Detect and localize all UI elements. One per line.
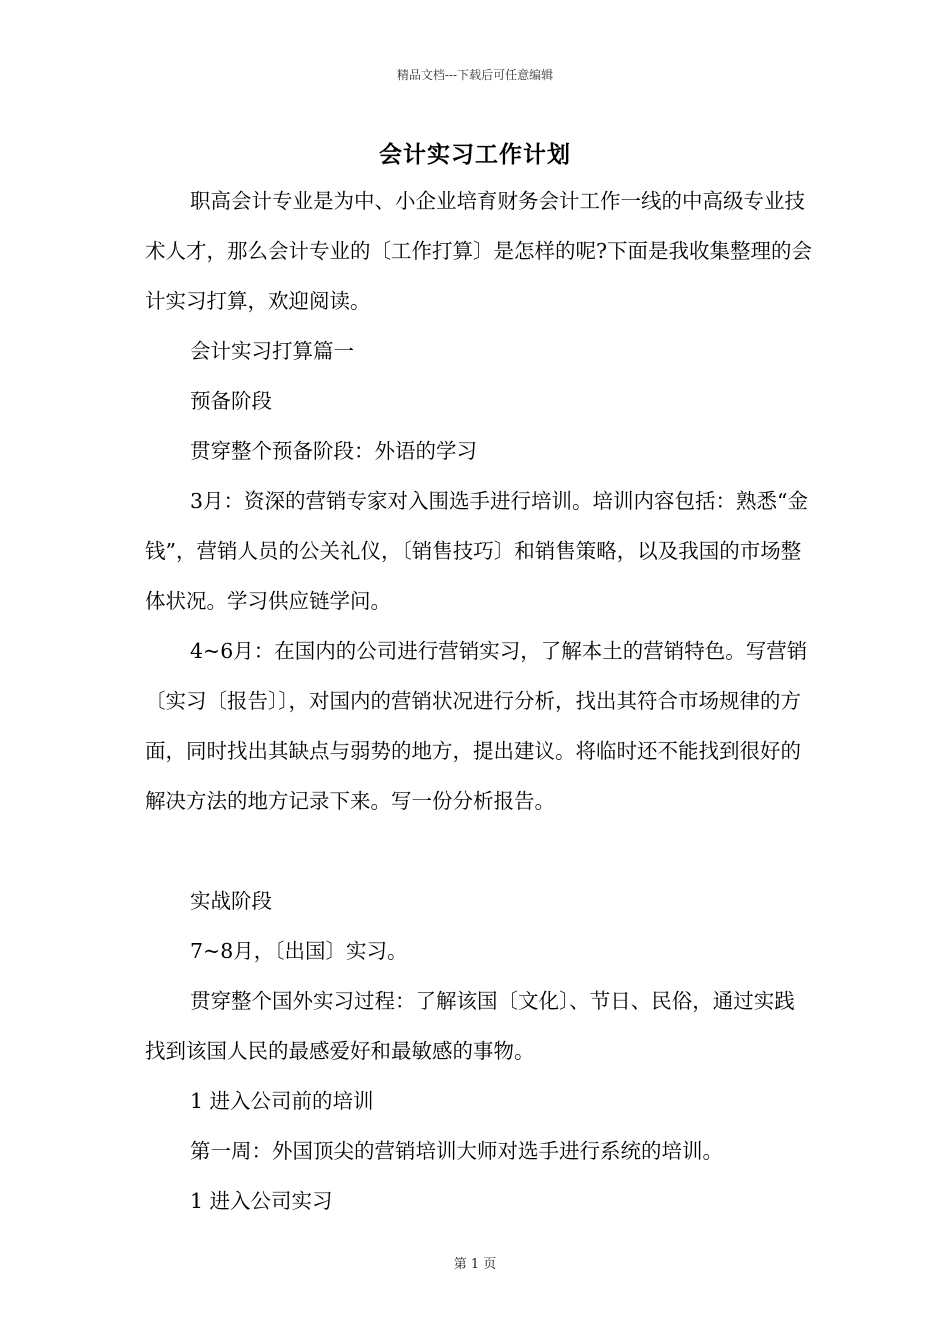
paragraph: 7~8月，〔出国〕实习。 <box>190 939 408 963</box>
header-note: 精品文档---下载后可任意编辑 <box>396 68 554 82</box>
list-item: 1 进入公司实习 <box>190 1189 333 1213</box>
paragraph: 贯穿整个预备阶段：外语的学习 <box>190 439 477 463</box>
paragraph: 4~6月：在国内的公司进行营销实习，了解本土的营销特色。写营销〔实习〔报告〕〕，对国内的营销状况进行分析，找出其符合市场规律的方面，同时找出其缺点与弱势的地方，提出建议。将临时还不能找到很好的解决方法的地方记录下来。写一份分析报告。 <box>145 639 808 813</box>
document-body <box>145 176 815 1226</box>
section-heading: 会计实习打算篇一 <box>190 339 354 363</box>
paragraph: 3月：资深的营销专家对入围选手进行培训。培训内容包括：熟悉“金钱”，营销人员的公关礼仪，〔销售技巧〕和销售策略，以及我国的市场整体状况。学习供应链学问。 <box>145 489 809 613</box>
page-number: 第 1 页 <box>453 1257 497 1272</box>
list-item: 1 进入公司前的培训 <box>190 1089 374 1113</box>
paragraph-intro: 职高会计专业是为中、小企业培育财务会计工作一线的中高级专业技术人才，那么会计专业的〔工作打算〕是怎样的呢?下面是我收集整理的会计实习打算，欢迎阅读。 <box>145 189 812 313</box>
blank-line <box>145 826 815 876</box>
subsection-heading: 实战阶段 <box>190 889 272 913</box>
paragraph: 第一周：外国顶尖的营销培训大师对选手进行系统的培训。 <box>190 1139 723 1163</box>
paragraph: 贯穿整个国外实习过程：了解该国〔文化〕、节日、民俗，通过实践找到该国人民的最感爱好和最敏感的事物。 <box>145 989 795 1063</box>
document-title: 会计实习工作计划 <box>379 141 571 168</box>
subsection-heading: 预备阶段 <box>190 389 272 413</box>
